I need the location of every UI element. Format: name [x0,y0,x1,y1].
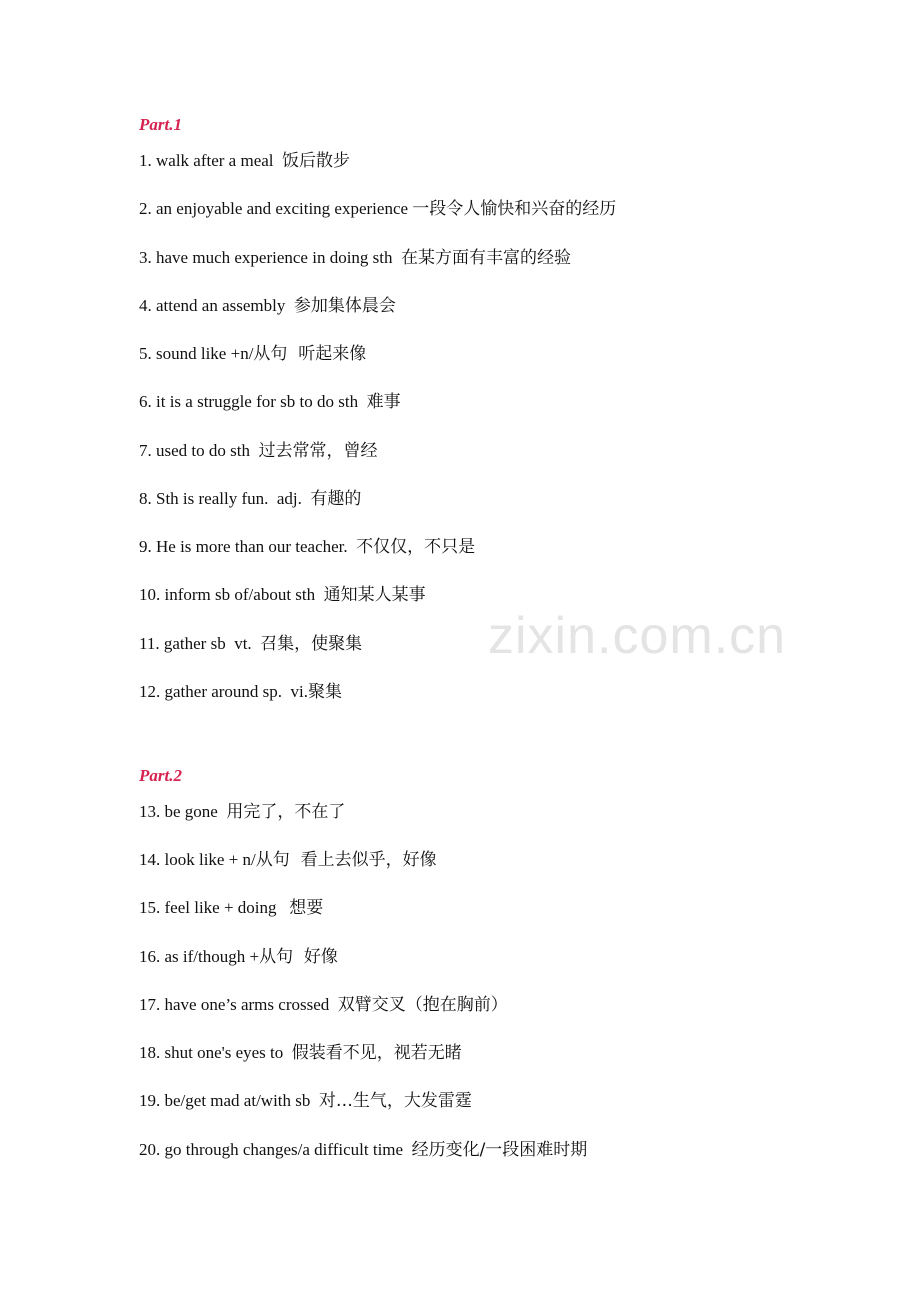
part1-item-6 [139,390,401,414]
item-chinese: 对…生气，大发雷霆 [318,1091,472,1111]
part1-item-1 [139,149,350,173]
item-chinese: 从句 看上去似乎，好像 [255,850,437,870]
item-english: 20. go through changes/a difficult time [139,1140,412,1159]
part2-item-20 [139,1138,587,1162]
part2-item-19 [139,1089,472,1113]
item-english: 1. walk after a meal [139,151,283,170]
item-chinese: 参加集体晨会 [293,296,396,316]
part2-item-16 [139,945,338,969]
part1-item-9 [139,535,475,559]
item-english: 16. as if/though + [139,947,260,966]
item-english: 18. shut one's eyes to [139,1043,292,1062]
part2-item-17 [139,993,508,1017]
item-chinese: 双臂交叉（抱在胸前） [337,995,508,1015]
part1-item-11 [139,632,362,656]
item-english: 2. an enjoyable and exciting experience [139,199,413,218]
item-english: 6. it is a struggle for sb to do sth [139,392,367,411]
item-chinese: 用完了，不在了 [226,802,346,822]
part1-title: Part.1 [139,115,182,134]
item-chinese: 经历变化/一段困难时期 [411,1140,588,1160]
part1-item-5 [139,342,366,366]
item-chinese: 一段令人愉快和兴奋的经历 [412,199,617,219]
item-english: 10. inform sb of/about sth [139,585,324,604]
item-chinese: 在某方面有丰富的经验 [401,248,572,268]
part1-item-8 [139,487,361,511]
item-chinese: 不仅仅，不只是 [356,537,476,557]
part2-item-18 [139,1041,462,1065]
item-english: 12. gather around sp. vi. [139,682,309,701]
part1-item-3 [139,246,571,270]
item-chinese: 想要 [289,898,324,918]
part1-item-12 [139,680,342,704]
watermark: zixin.com.cn [488,607,787,665]
item-chinese: 饭后散步 [282,151,351,171]
item-chinese: 通知某人某事 [323,585,426,605]
item-chinese: 假装看不见，视若无睹 [291,1043,462,1063]
item-chinese: 难事 [366,392,401,412]
item-english: 11. gather sb vt. [139,634,261,653]
item-english: 9. He is more than our teacher. [139,537,357,556]
part2-item-15 [139,896,323,920]
item-english: 7. used to do sth [139,441,259,460]
item-chinese: 聚集 [308,682,343,702]
item-chinese: 召集，使聚集 [260,634,363,654]
item-english: 15. feel like + doing [139,898,290,917]
item-english: 3. have much experience in doing sth [139,248,402,267]
part2-item-14 [139,848,437,872]
item-chinese: 从句 好像 [259,947,338,967]
part1-item-4 [139,294,396,318]
part2-title: Part.2 [139,766,182,785]
part2-item-13 [139,800,345,824]
part1-item-2 [139,197,616,221]
item-english: 5. sound like +n/ [139,344,254,363]
item-chinese: 从句 听起来像 [253,344,367,364]
item-chinese: 有趣的 [310,489,362,509]
item-english: 4. attend an assembly [139,296,294,315]
part1-item-7 [139,439,377,463]
item-english: 13. be gone [139,802,227,821]
part1-item-10 [139,583,426,607]
item-chinese: 过去常常，曾经 [258,441,378,461]
item-english: 17. have one’s arms crossed [139,995,338,1014]
item-english: 14. look like + n/ [139,850,256,869]
item-english: 19. be/get mad at/with sb [139,1091,319,1110]
item-english: 8. Sth is really fun. adj. [139,489,311,508]
